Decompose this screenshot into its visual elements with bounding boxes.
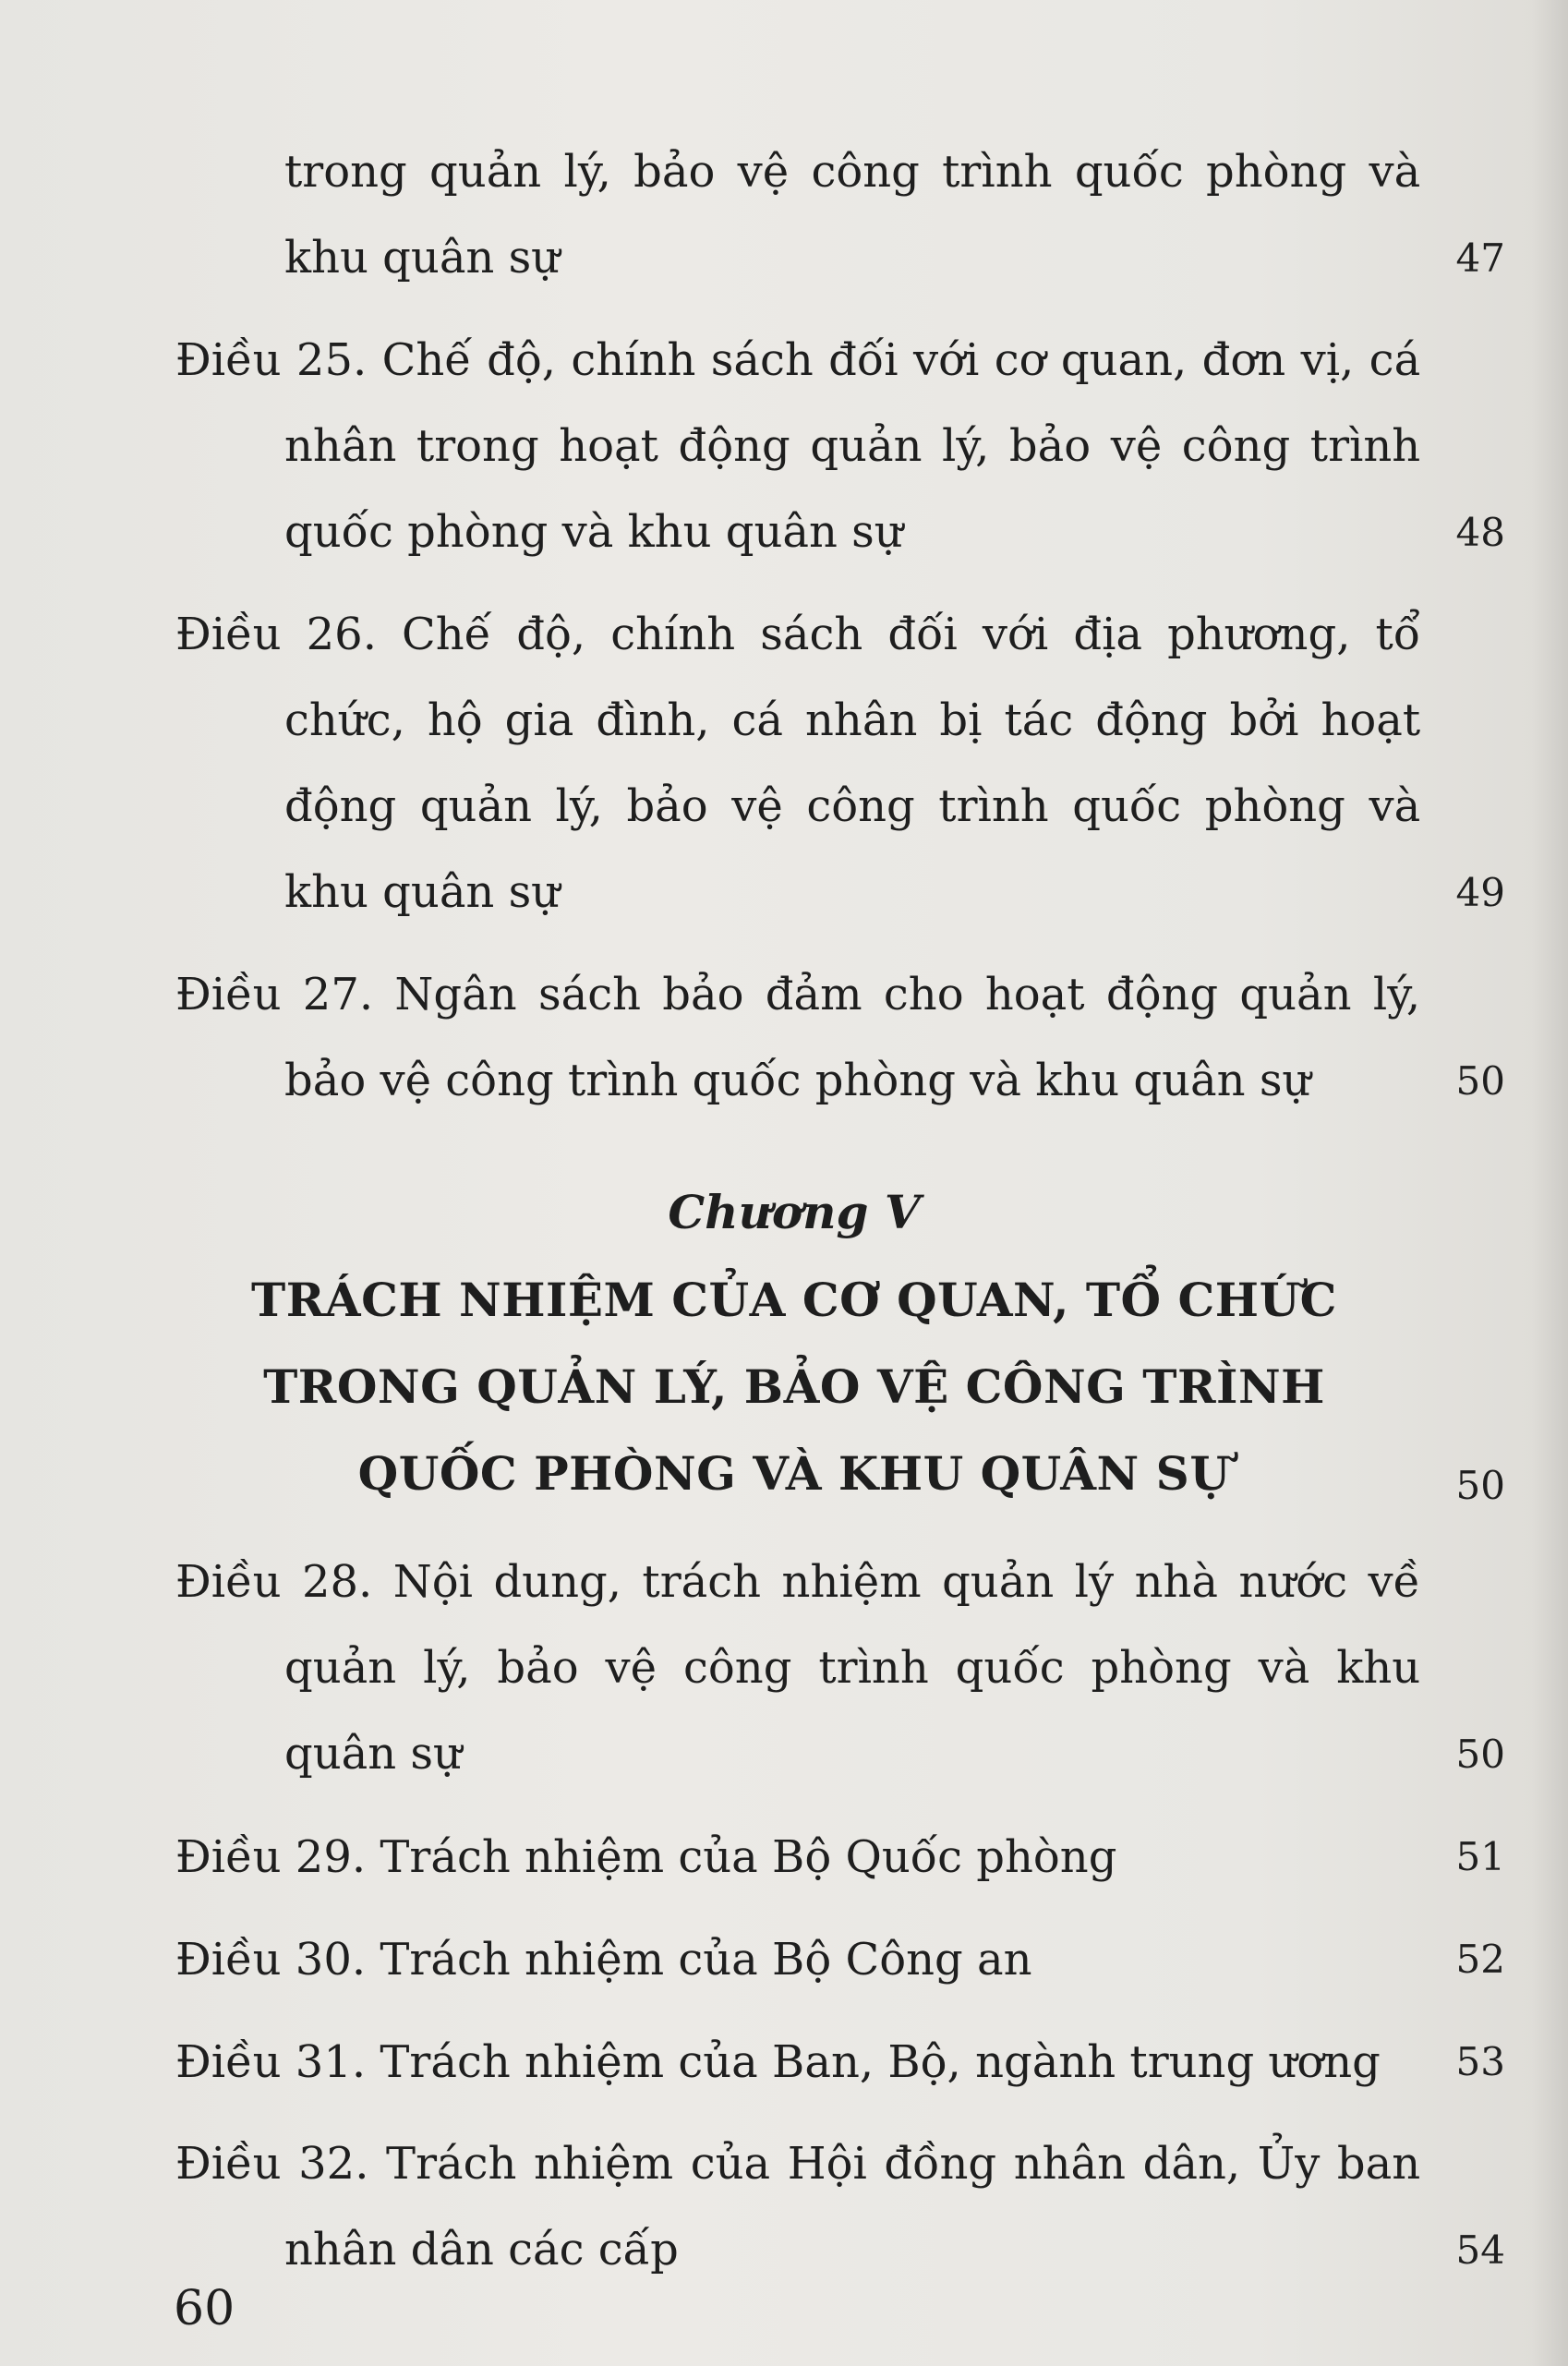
toc-entry-text: Điều 29. Trách nhiệm của Bộ Quốc phòng xyxy=(175,1831,1117,1883)
page-edge-shadow xyxy=(1531,0,1568,2366)
toc-entry-page: 50 xyxy=(1455,1058,1505,1104)
toc-entry-text: Điều 31. Trách nhiệm của Ban, Bộ, ngành trung ương xyxy=(175,2036,1381,2088)
toc-entry-text: Điều 26. Chế độ, chính sách đối với địa phương, tổ chức, hộ gia đình, cá nhân bị tác động bởi hoạt động quản lý, bảo vệ công trình quốc phòng và khu quân sự xyxy=(175,609,1421,918)
toc-entry xyxy=(175,592,1505,936)
toc-entry xyxy=(175,1916,1505,2002)
chapter-title-line: TRÁCH NHIỆM CỦA CƠ QUAN, TỔ CHỨC xyxy=(251,1273,1337,1327)
toc-entry xyxy=(175,318,1505,575)
toc-entry-text: Điều 32. Trách nhiệm của Hội đồng nhân dân, Ủy ban nhân dân các cấp xyxy=(175,2138,1421,2275)
toc-entry-page: 50 xyxy=(1455,1732,1505,1777)
toc-entry xyxy=(175,2121,1505,2293)
toc-entry-page: 49 xyxy=(1455,870,1505,915)
chapter-heading xyxy=(175,1168,1505,1517)
page-number: 60 xyxy=(174,2281,235,2336)
chapter-page-number: 50 xyxy=(1455,1463,1505,1508)
toc-entry-page: 47 xyxy=(1455,235,1505,281)
toc-entry-text: Điều 28. Nội dung, trách nhiệm quản lý nhà nước về quản lý, bảo vệ công trình quốc phòng và khu quân sự xyxy=(175,1556,1421,1780)
table-of-contents xyxy=(175,129,1505,2310)
toc-entry-text: trong quản lý, bảo vệ công trình quốc phòng và khu quân sự xyxy=(284,146,1421,284)
toc-entry-page: 52 xyxy=(1455,1937,1505,1982)
toc-entry xyxy=(175,952,1505,1124)
toc-entry-text: Điều 27. Ngân sách bảo đảm cho hoạt động quản lý, bảo vệ công trình quốc phòng và khu quân sự xyxy=(175,969,1421,1106)
toc-entry xyxy=(175,1814,1505,1900)
chapter-label: Chương V xyxy=(668,1185,921,1239)
toc-entry xyxy=(175,1539,1505,1797)
toc-entry-page: 54 xyxy=(1455,2227,1505,2273)
toc-entry-text: Điều 30. Trách nhiệm của Bộ Công an xyxy=(175,1934,1032,1986)
toc-entry xyxy=(175,2019,1505,2105)
chapter-title-line: TRONG QUẢN LÝ, BẢO VỆ CÔNG TRÌNH xyxy=(263,1359,1325,1414)
toc-entry-page: 53 xyxy=(1455,2039,1505,2084)
chapter-title-line: QUỐC PHÒNG VÀ KHU QUÂN SỰ xyxy=(357,1446,1231,1501)
toc-entry-text: Điều 25. Chế độ, chính sách đối với cơ quan, đơn vị, cá nhân trong hoạt động quản lý, bảo vệ công trình quốc phòng và khu quân sự xyxy=(175,334,1421,558)
toc-entry-page: 48 xyxy=(1455,510,1505,555)
toc-entry-page: 51 xyxy=(1455,1834,1505,1879)
toc-entry xyxy=(175,129,1505,301)
